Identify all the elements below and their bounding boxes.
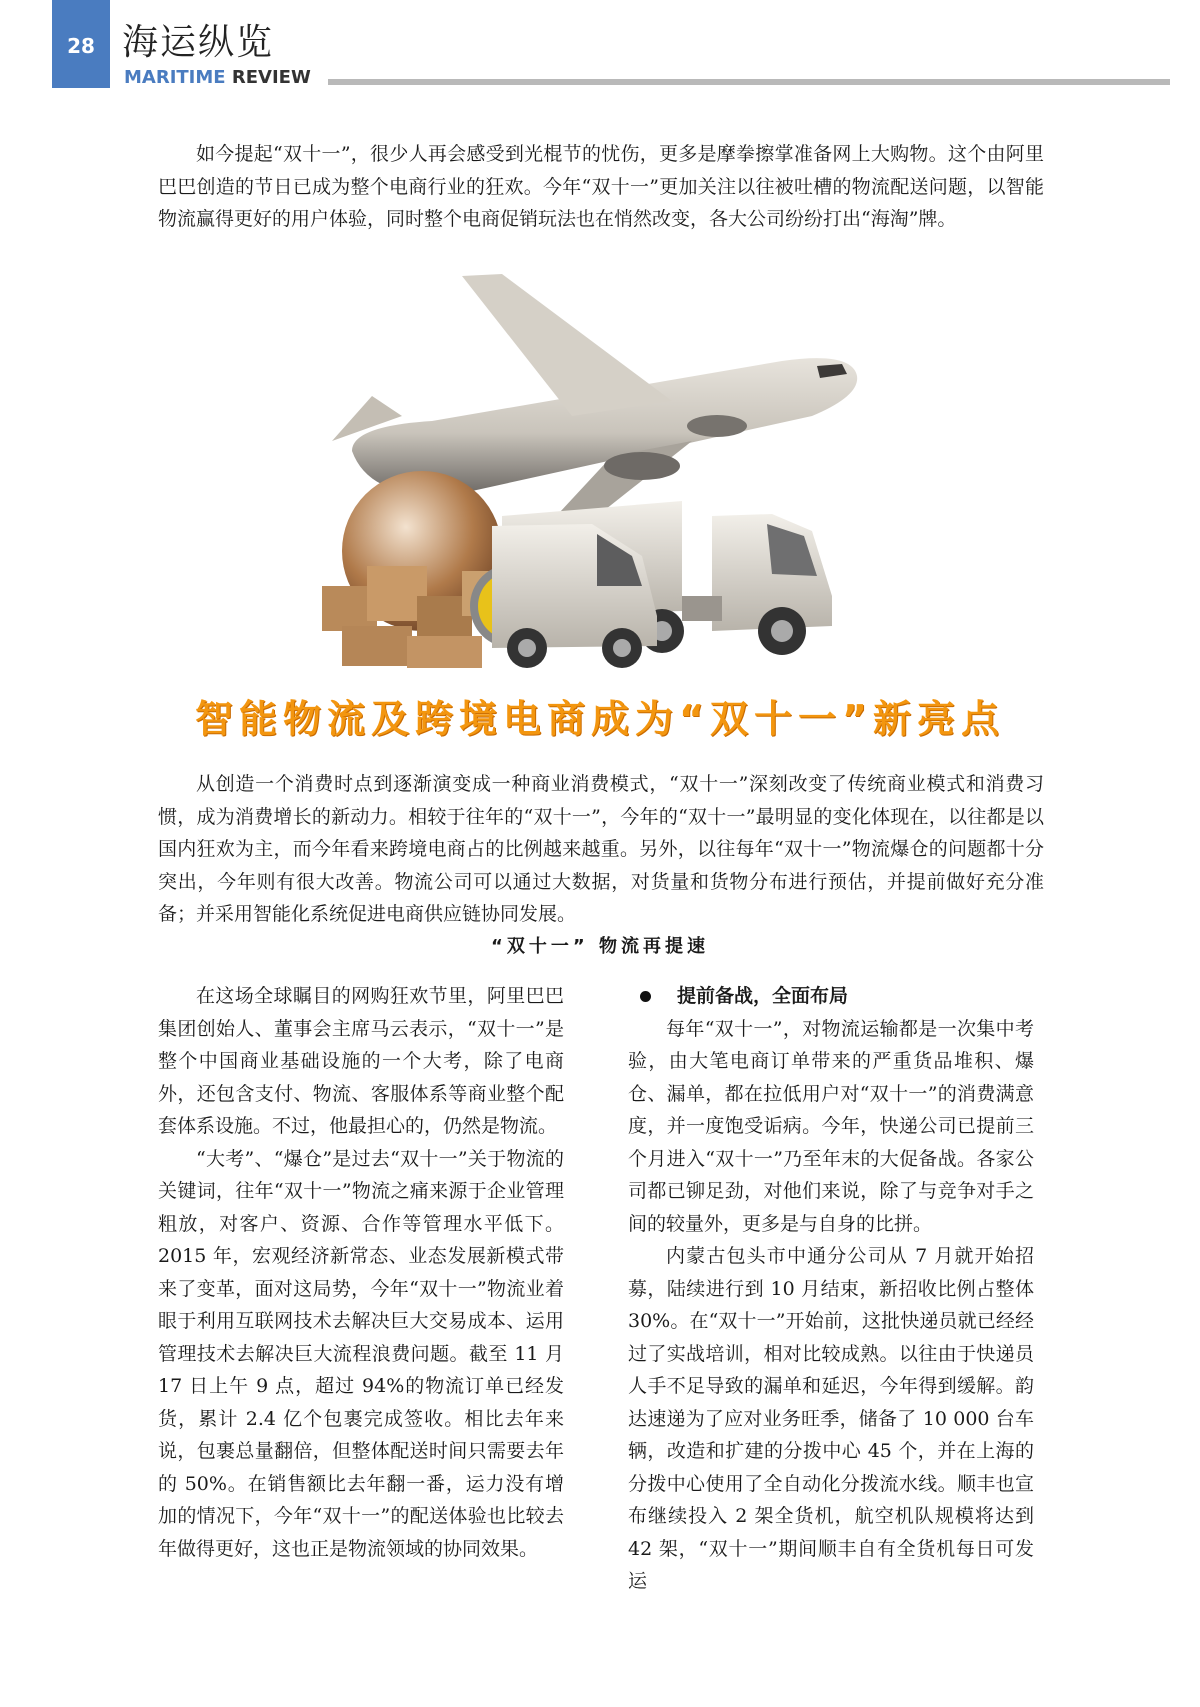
logistics-illustration	[312, 266, 890, 670]
headline: 智能物流及跨境电商成为“双十一”新亮点	[195, 697, 1005, 741]
right-paragraph-1: 每年“双十一”，对物流运输都是一次集中考验，由大笔电商订单带来的严重货品堆积、爆仓、漏单，都在拉低用户对“双十一”的消费满意度，并一度饱受诟病。今年，快递公司已提前三个月进入“双十一”乃至年末的大促备战。各家公司都已铆足劲，对他们来说，除了与竞争对手之间的较量外，更多是与自身的比拼。	[628, 1017, 1034, 1235]
right-column	[628, 980, 1034, 1598]
left-column	[158, 980, 564, 1565]
intro-paragraph: 如今提起“双十一”，很少人再会感受到光棍节的忧伤，更多是摩拳擦掌准备网上大购物。这个由阿里巴巴创造的节日已成为整个电商行业的狂欢。今年“双十一”更加关注以往被吐槽的物流配送问题，以智能物流赢得更好的用户体验，同时整个电商促销玩法也在悄然改变，各大公司纷纷打出“海淘”牌。	[158, 143, 1044, 230]
magazine-title: 海运纵览	[122, 22, 275, 63]
lead-paragraph: 从创造一个消费时点到逐渐演变成一种商业消费模式，“双十一”深刻改变了传统商业模式和消费习惯，成为消费增长的新动力。相较于往年的“双十一”，今年的“双十一”最明显的变化体现在，以往都是以国内狂欢为主，而今年看来跨境电商占的比例越来越重。另外，以往每年“双十一”物流爆仓的问题都十分突出，今年则有很大改善。物流公司可以通过大数据，对货量和货物分布进行预估，并提前做好充分准备；并采用智能化系统促进电商供应链协同发展。	[158, 773, 1044, 925]
page-number: 28	[52, 0, 110, 88]
bullet-heading	[628, 980, 1034, 1013]
subtitle-maritime: MARITIME	[124, 67, 226, 88]
header-rule	[328, 79, 1170, 85]
subtitle-review: REVIEW	[231, 67, 311, 88]
section-subhead: “双十一” 物流再提速	[491, 936, 709, 957]
left-paragraph-1: 在这场全球瞩目的网购狂欢节里，阿里巴巴集团创始人、董事会主席马云表示，“双十一”是整个中国商业基础设施的一个大考，除了电商外，还包含支付、物流、客服体系等商业整个配套体系设施。不过，他最担心的，仍然是物流。	[158, 985, 564, 1137]
right-paragraph-2: 内蒙古包头市中通分公司从 7 月就开始招募，陆续进行到 10 月结束，新招收比例占整体 30%。在“双十一”开始前，这批快递员就已经经过了实战培训，相对比较成熟。以往由于快递员人手不足导致的漏单和延迟，今年得到缓解。韵达速递为了应对业务旺季，储备了 10 000 台车辆，改造和扩建的分拨中心 45 个，并在上海的分拨中心使用了全自动化分拨流水线。顺丰也宣布继续投入 2 架全货机，航空机队规模将达到 42 架，“双十一”期间顺丰自有全货机每日可发运	[628, 1245, 1034, 1592]
bullet-title: 提前备战，全面布局	[677, 985, 849, 1007]
bullet-icon	[640, 991, 651, 1002]
magazine-subtitle	[124, 67, 311, 88]
left-paragraph-2: “大考”、“爆仓”是过去“双十一”关于物流的关键词，往年“双十一”物流之痛来源于企业管理粗放，对客户、资源、合作等管理水平低下。2015 年，宏观经济新常态、业态发展新模式带来了变革，面对这局势，今年“双十一”物流业着眼于利用互联网技术去解决巨大交易成本、运用管理技术去解决巨大流程浪费问题。截至 11 月 17 日上午 9 点，超过 94%的物流订单已经发货，累计 2.4 亿个包裹完成签收。相比去年来说，包裹总量翻倍，但整体配送时间只需要去年的 50%。在销售额比去年翻一番，运力没有增加的情况下，今年“双十一”的配送体验也比较去年做得更好，这也正是物流领域的协同效果。	[158, 1147, 564, 1560]
